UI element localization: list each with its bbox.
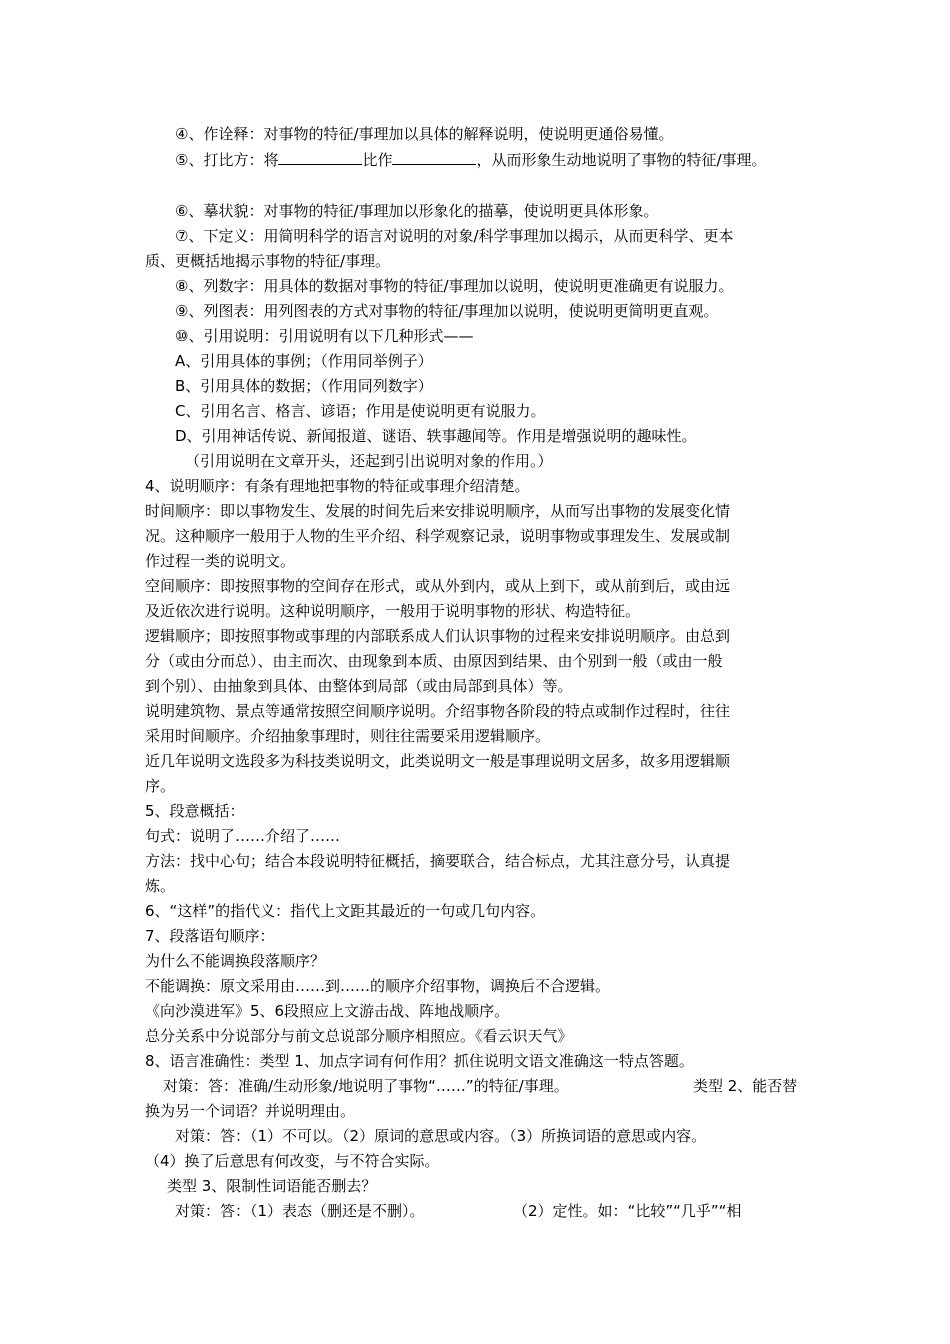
text-span: 比作 bbox=[362, 151, 393, 169]
text-line: 《向沙漠进军》5、6段照应上文游击战、阵地战顺序。 bbox=[145, 1002, 510, 1020]
text-line: ④、作诠释：对事物的特征/事理加以具体的解释说明，使说明更通俗易懂。 bbox=[175, 125, 674, 143]
text-line: （引用说明在文章开头，还起到引出说明对象的作用。） bbox=[185, 452, 553, 470]
text-line: （4）换了后意思有何改变，与不符合实际。 bbox=[145, 1152, 440, 1170]
section-heading: 6、“这样”的指代义：指代上文距其最近的一句或几句内容。 bbox=[145, 902, 546, 920]
text-line: 分（或由分而总）、由主而次、由现象到本质、由原因到结果、由个别到一般（或由一般 bbox=[145, 652, 723, 670]
text-line: 类型 3、限制性词语能否删去？ bbox=[167, 1177, 377, 1195]
text-line: 况。这种顺序一般用于人物的生平介绍、科学观察记录，说明事物或事理发生、发展或制 bbox=[145, 527, 731, 545]
text-line: 为什么不能调换段落顺序？ bbox=[145, 952, 326, 970]
text-line: （2）定性。如：“比较”“几乎”“相 bbox=[513, 1202, 742, 1220]
text-line: ⑥、摹状貌：对事物的特征/事理加以形象化的描摹，使说明更具体形象。 bbox=[175, 202, 659, 220]
text-line: 类型 2、能否替 bbox=[693, 1077, 798, 1095]
section-heading: 8、语言准确性：类型 1、加点字词有何作用？抓住说明文语文准确这一特点答题。 bbox=[145, 1052, 694, 1070]
text-line: 近几年说明文选段多为科技类说明文，此类说明文一般是事理说明文居多，故多用逻辑顺 bbox=[145, 752, 731, 770]
text-line: 作过程一类的说明文。 bbox=[145, 552, 296, 570]
text-line: ⑦、下定义：用简明科学的语言对说明的对象/科学事理加以揭示，从而更科学、更本 bbox=[175, 227, 734, 245]
text-line: 对策：答：（1）表态（删还是不删）。 bbox=[175, 1202, 425, 1220]
text-line: 方法：找中心句；结合本段说明特征概括，摘要联合，结合标点，尤其注意分号，认真提 bbox=[145, 852, 731, 870]
text-line: ⑩、引用说明：引用说明有以下几种形式—— bbox=[175, 327, 474, 345]
text-line: 逻辑顺序；即按照事物或事理的内部联系成人们认识事物的过程来安排说明顺序。由总到 bbox=[145, 627, 731, 645]
section-heading: 7、段落语句顺序： bbox=[145, 927, 275, 945]
text-span: ⑤、打比方：将 bbox=[175, 151, 279, 169]
text-line: B、引用具体的数据；（作用同列数字） bbox=[175, 377, 433, 395]
text-line: 说明建筑物、景点等通常按照空间顺序说明。介绍事物各阶段的特点或制作过程时，往往 bbox=[145, 702, 731, 720]
section-heading: 5、段意概括： bbox=[145, 802, 245, 820]
text-span: ，从而形象生动地说明了事物的特征/事理。 bbox=[476, 151, 767, 169]
text-line: 对策：答：准确/生动形象/地说明了事物“……”的特征/事理。 bbox=[163, 1077, 569, 1095]
section-heading: 4、说明顺序：有条有理地把事物的特征或事理介绍清楚。 bbox=[145, 477, 530, 495]
text-line: D、引用神话传说、新闻报道、谜语、轶事趣闻等。作用是增强说明的趣味性。 bbox=[175, 427, 697, 445]
text-line: 炼。 bbox=[145, 877, 176, 895]
text-line: 质、更概括地揭示事物的特征/事理。 bbox=[145, 252, 391, 270]
text-line: 不能调换：原文采用由……到……的顺序介绍事物，调换后不合逻辑。 bbox=[145, 977, 611, 995]
text-line-metaphor bbox=[175, 150, 767, 170]
text-line: 空间顺序：即按照事物的空间存在形式，或从外到内，或从上到下，或从前到后，或由远 bbox=[145, 577, 731, 595]
text-line: A、引用具体的事例；（作用同举例子） bbox=[175, 352, 433, 370]
fill-blank bbox=[392, 150, 476, 165]
text-line: 采用时间顺序。介绍抽象事理时，则往往需要采用逻辑顺序。 bbox=[145, 727, 551, 745]
text-line: 换为另一个词语？并说明理由。 bbox=[145, 1102, 356, 1120]
text-line: 时间顺序：即以事物发生、发展的时间先后来安排说明顺序，从而写出事物的发展变化情 bbox=[145, 502, 731, 520]
fill-blank bbox=[278, 150, 362, 165]
text-line: 到个别）、由抽象到具体、由整体到局部（或由局部到具体）等。 bbox=[145, 677, 573, 695]
text-line: C、引用名言、格言、谚语；作用是使说明更有说服力。 bbox=[175, 402, 546, 420]
text-line: 序。 bbox=[145, 777, 176, 795]
text-line: 对策：答：（1）不可以。（2）原词的意思或内容。（3）所换词语的意思或内容。 bbox=[175, 1127, 707, 1145]
text-line: 句式：说明了……介绍了…… bbox=[145, 827, 341, 845]
text-line: 及近依次进行说明。这种说明顺序，一般用于说明事物的形状、构造特征。 bbox=[145, 602, 641, 620]
text-line: ⑨、列图表：用列图表的方式对事物的特征/事理加以说明，使说明更简明更直观。 bbox=[175, 302, 719, 320]
text-line: ⑧、列数字：用具体的数据对事物的特征/事理加以说明，使说明更准确更有说服力。 bbox=[175, 277, 734, 295]
text-line: 总分关系中分说部分与前文总说部分顺序相照应。《看云识天气》 bbox=[145, 1027, 573, 1045]
